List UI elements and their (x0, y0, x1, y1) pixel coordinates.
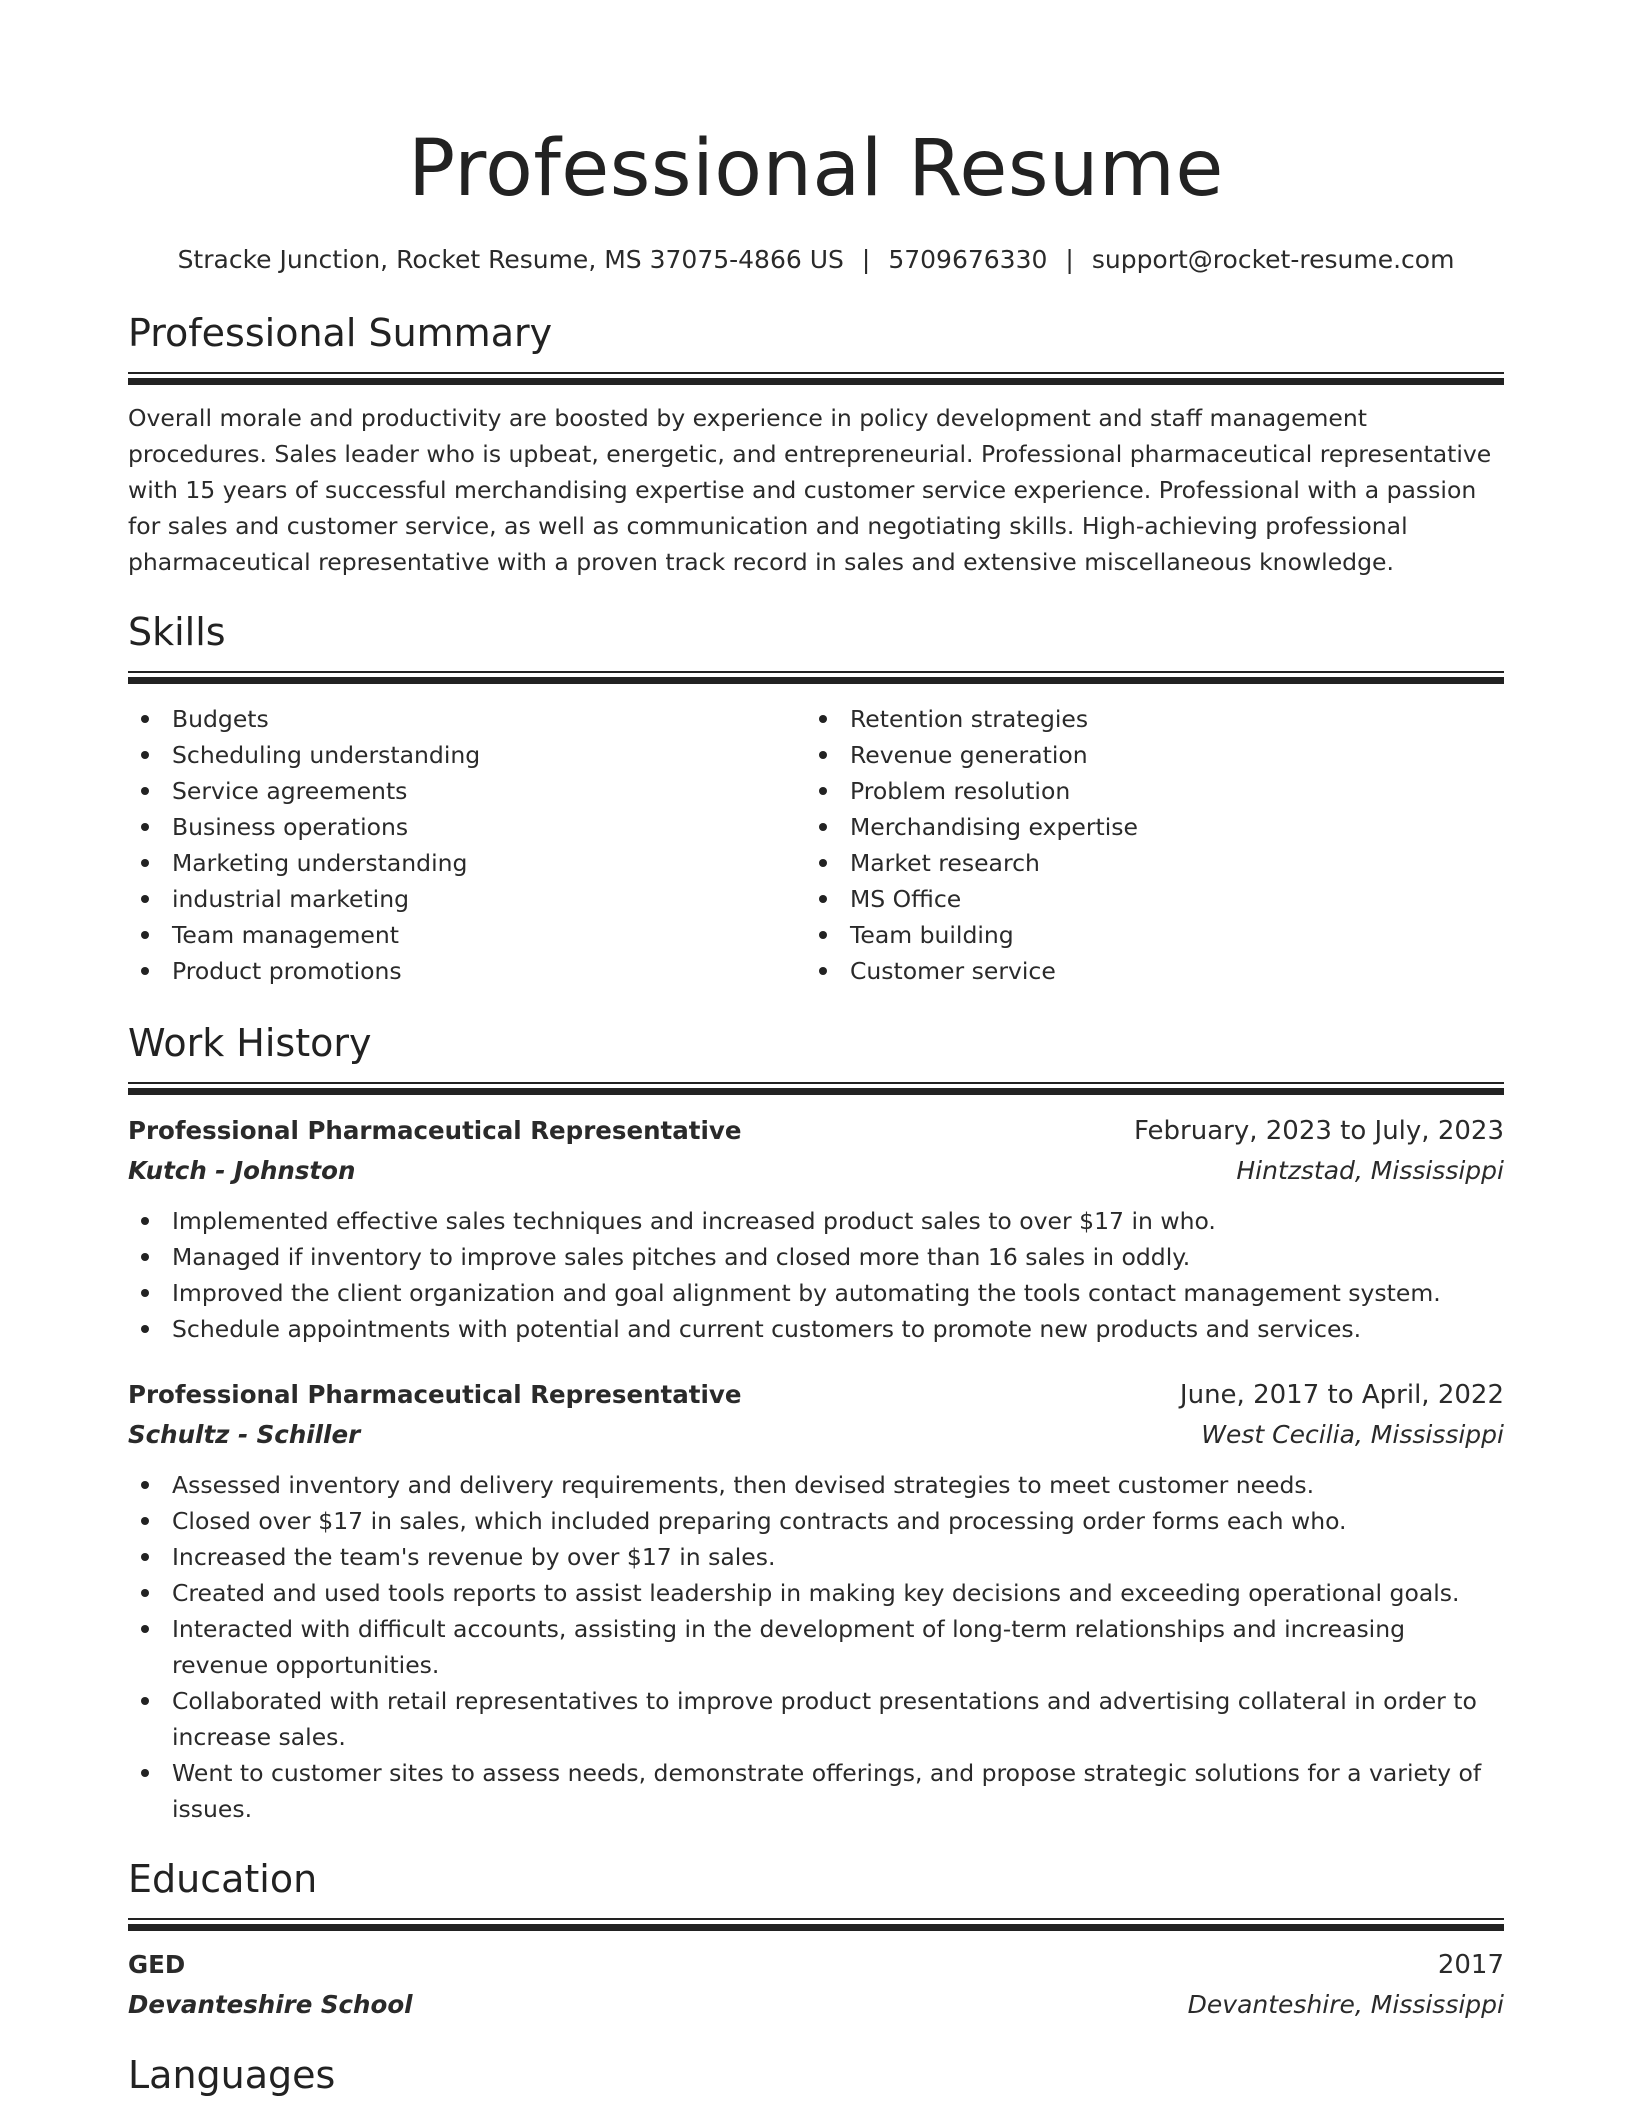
job-bullets (128, 1203, 1504, 1347)
skill-item: Scheduling understanding (128, 737, 806, 773)
contact-address: Stracke Junction, Rocket Resume, MS 37075-4866 US (177, 245, 844, 274)
skill-item: Retention strategies (806, 701, 1484, 737)
section-divider (128, 1082, 1504, 1095)
contact-phone: 5709676330 (888, 245, 1048, 274)
job-bullet: Collaborated with retail representatives to improve product presentations and advertising collateral in order to increase sales. (128, 1683, 1504, 1755)
job-company: Kutch - Johnston (128, 1156, 356, 1185)
skills-section (128, 608, 1504, 989)
job-bullet: Went to customer sites to assess needs, demonstrate offerings, and propose strategic solutions for a variety of issues. (128, 1755, 1504, 1827)
education-year: 2017 (1437, 1950, 1504, 1980)
summary-section (128, 309, 1504, 580)
contact-separator: | (1065, 245, 1074, 274)
job-header (128, 1375, 1504, 1415)
skill-item: Customer service (806, 953, 1484, 989)
job-subheader (128, 1415, 1504, 1455)
job-bullet: Interacted with difficult accounts, assisting in the development of long-term relationships and increasing revenue opportunities. (128, 1611, 1504, 1683)
job-company: Schultz - Schiller (128, 1420, 361, 1449)
job-bullet: Improved the client organization and goal alignment by automating the tools contact management system. (128, 1275, 1504, 1311)
skill-item: industrial marketing (128, 881, 806, 917)
skill-item: Budgets (128, 701, 806, 737)
job-dates: June, 2017 to April, 2022 (1179, 1380, 1504, 1410)
contact-email: support@rocket-resume.com (1091, 245, 1455, 274)
skill-item: Product promotions (128, 953, 806, 989)
job-bullet: Schedule appointments with potential and current customers to promote new products and services. (128, 1311, 1504, 1347)
resume-name: Professional Resume (408, 124, 1224, 214)
skills-heading: Skills (128, 610, 226, 654)
job-bullet: Created and used tools reports to assist leadership in making key decisions and exceeding operational goals. (128, 1575, 1504, 1611)
job-entry (128, 1111, 1504, 1347)
skills-list-left (128, 701, 806, 989)
section-divider (128, 372, 1504, 385)
contact-line (128, 243, 1504, 277)
education-heading: Education (128, 1857, 318, 1901)
skills-list-right (806, 701, 1484, 989)
education-subheader (128, 1985, 1504, 2025)
job-location: West Cecilia, Mississippi (1201, 1420, 1504, 1449)
languages-section (128, 2051, 1504, 2099)
skill-item: Business operations (128, 809, 806, 845)
languages-heading: Languages (128, 2053, 336, 2097)
skill-item: Problem resolution (806, 773, 1484, 809)
skill-item: Service agreements (128, 773, 806, 809)
skill-item: Marketing understanding (128, 845, 806, 881)
education-header (128, 1945, 1504, 1985)
job-bullet: Assessed inventory and delivery requirements, then devised strategies to meet customer needs. (128, 1467, 1504, 1503)
skill-item: Team building (806, 917, 1484, 953)
skill-item: Team management (128, 917, 806, 953)
skill-item: Merchandising expertise (806, 809, 1484, 845)
skill-item: Market research (806, 845, 1484, 881)
section-divider (128, 1918, 1504, 1931)
job-bullet: Closed over $17 in sales, which included preparing contracts and processing order forms each who. (128, 1503, 1504, 1539)
job-bullet: Managed if inventory to improve sales pitches and closed more than 16 sales in oddly. (128, 1239, 1504, 1275)
skill-item: MS Office (806, 881, 1484, 917)
job-bullet: Increased the team's revenue by over $17 in sales. (128, 1539, 1504, 1575)
skill-item: Revenue generation (806, 737, 1484, 773)
work-history-section (128, 1019, 1504, 1827)
work-history-heading: Work History (128, 1021, 372, 1065)
education-entry (128, 1945, 1504, 2025)
job-title: Professional Pharmaceutical Representative (128, 1116, 742, 1145)
job-bullets (128, 1467, 1504, 1827)
education-location: Devanteshire, Mississippi (1187, 1990, 1504, 2019)
job-location: Hintzstad, Mississippi (1236, 1156, 1504, 1185)
contact-separator: | (861, 245, 871, 274)
job-header (128, 1111, 1504, 1151)
education-section (128, 1855, 1504, 2025)
skills-columns (128, 701, 1504, 989)
job-dates: February, 2023 to July, 2023 (1134, 1116, 1504, 1146)
job-subheader (128, 1151, 1504, 1191)
summary-text: Overall morale and productivity are boosted by experience in policy development and staff management procedures. Sales leader who is upbeat, energetic, and entrepreneurial. Professional pharmaceutical representative with 15 years of successful merchandising expertise and customer service experience. Professional with a passion for sales and customer service, as well as communication and negotiating skills. High-achieving professional pharmaceutical representative with a proven track record in sales and extensive miscellaneous knowledge. (128, 404, 1492, 576)
job-entry (128, 1375, 1504, 1827)
summary-heading: Professional Summary (128, 311, 553, 355)
resume-page (128, 0, 1504, 2099)
education-degree: GED (128, 1950, 186, 1979)
job-title: Professional Pharmaceutical Representative (128, 1380, 742, 1409)
section-divider (128, 671, 1504, 684)
education-school: Devanteshire School (128, 1990, 413, 2019)
job-bullet: Implemented effective sales techniques and increased product sales to over $17 in who. (128, 1203, 1504, 1239)
